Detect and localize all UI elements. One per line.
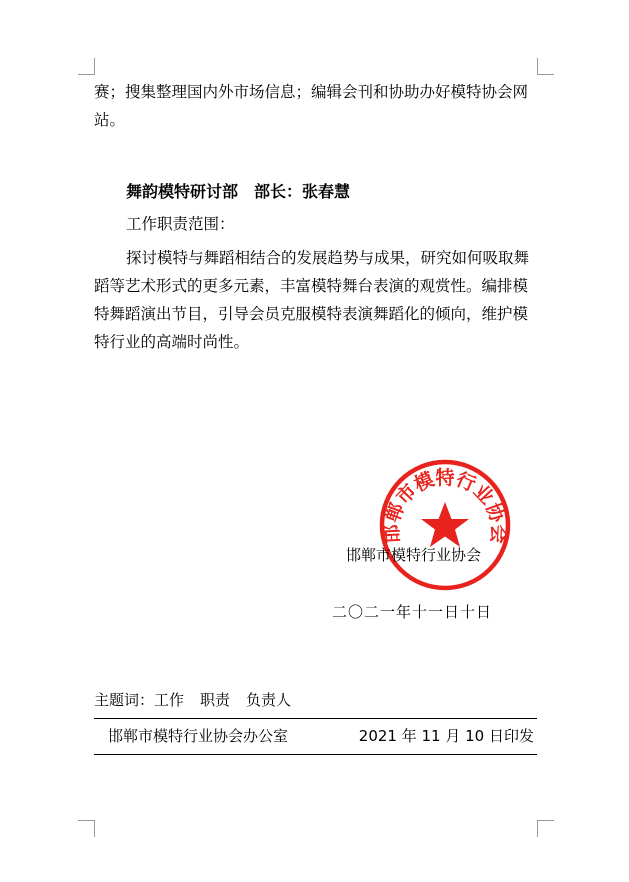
duty-scope-label: 工作职责范围： — [126, 215, 235, 233]
footer-rule-top — [94, 718, 537, 719]
crop-mark-top-left — [78, 58, 95, 75]
duty-scope-body: 探讨模特与舞蹈相结合的发展趋势与成果，研究如何吸取舞蹈等艺术形式的更多元素，丰富模特舞台表演的观赏性。编排模特舞蹈演出节目，引导会员克服模特表演舞蹈化的倾向，维护模特行业的高端时尚性。 — [94, 249, 530, 351]
crop-mark-bottom-right — [537, 820, 554, 837]
subject-line — [94, 690, 307, 710]
crop-mark-top-right — [537, 58, 554, 75]
keyword: 职责 — [200, 691, 231, 709]
department-name: 舞韵模特研讨部 — [126, 182, 239, 201]
department-head: 部长：张春慧 — [254, 182, 351, 201]
keyword: 负责人 — [246, 691, 292, 709]
signing-organization: 邯郸市模特行业协会 — [346, 546, 482, 564]
footer-rule-bottom — [94, 754, 537, 755]
keyword: 工作 — [154, 691, 185, 709]
continued-paragraph: 赛；搜集整理国内外市场信息；编辑会刊和协助办好模特协会网站。 — [94, 83, 529, 129]
official-seal — [378, 458, 512, 592]
print-date: 2021 年 11 月 10 日印发 — [358, 727, 534, 745]
seal-star-icon — [421, 502, 469, 547]
signing-date: 二〇二一年十一日十日 — [332, 603, 493, 621]
section-heading — [126, 178, 350, 206]
subject-label: 主题词： — [94, 691, 155, 709]
issuing-office: 邯郸市模特行业协会办公室 — [108, 727, 289, 745]
seal-text: 邯郸市模特行业协会 — [380, 467, 510, 544]
crop-mark-bottom-left — [78, 820, 95, 837]
